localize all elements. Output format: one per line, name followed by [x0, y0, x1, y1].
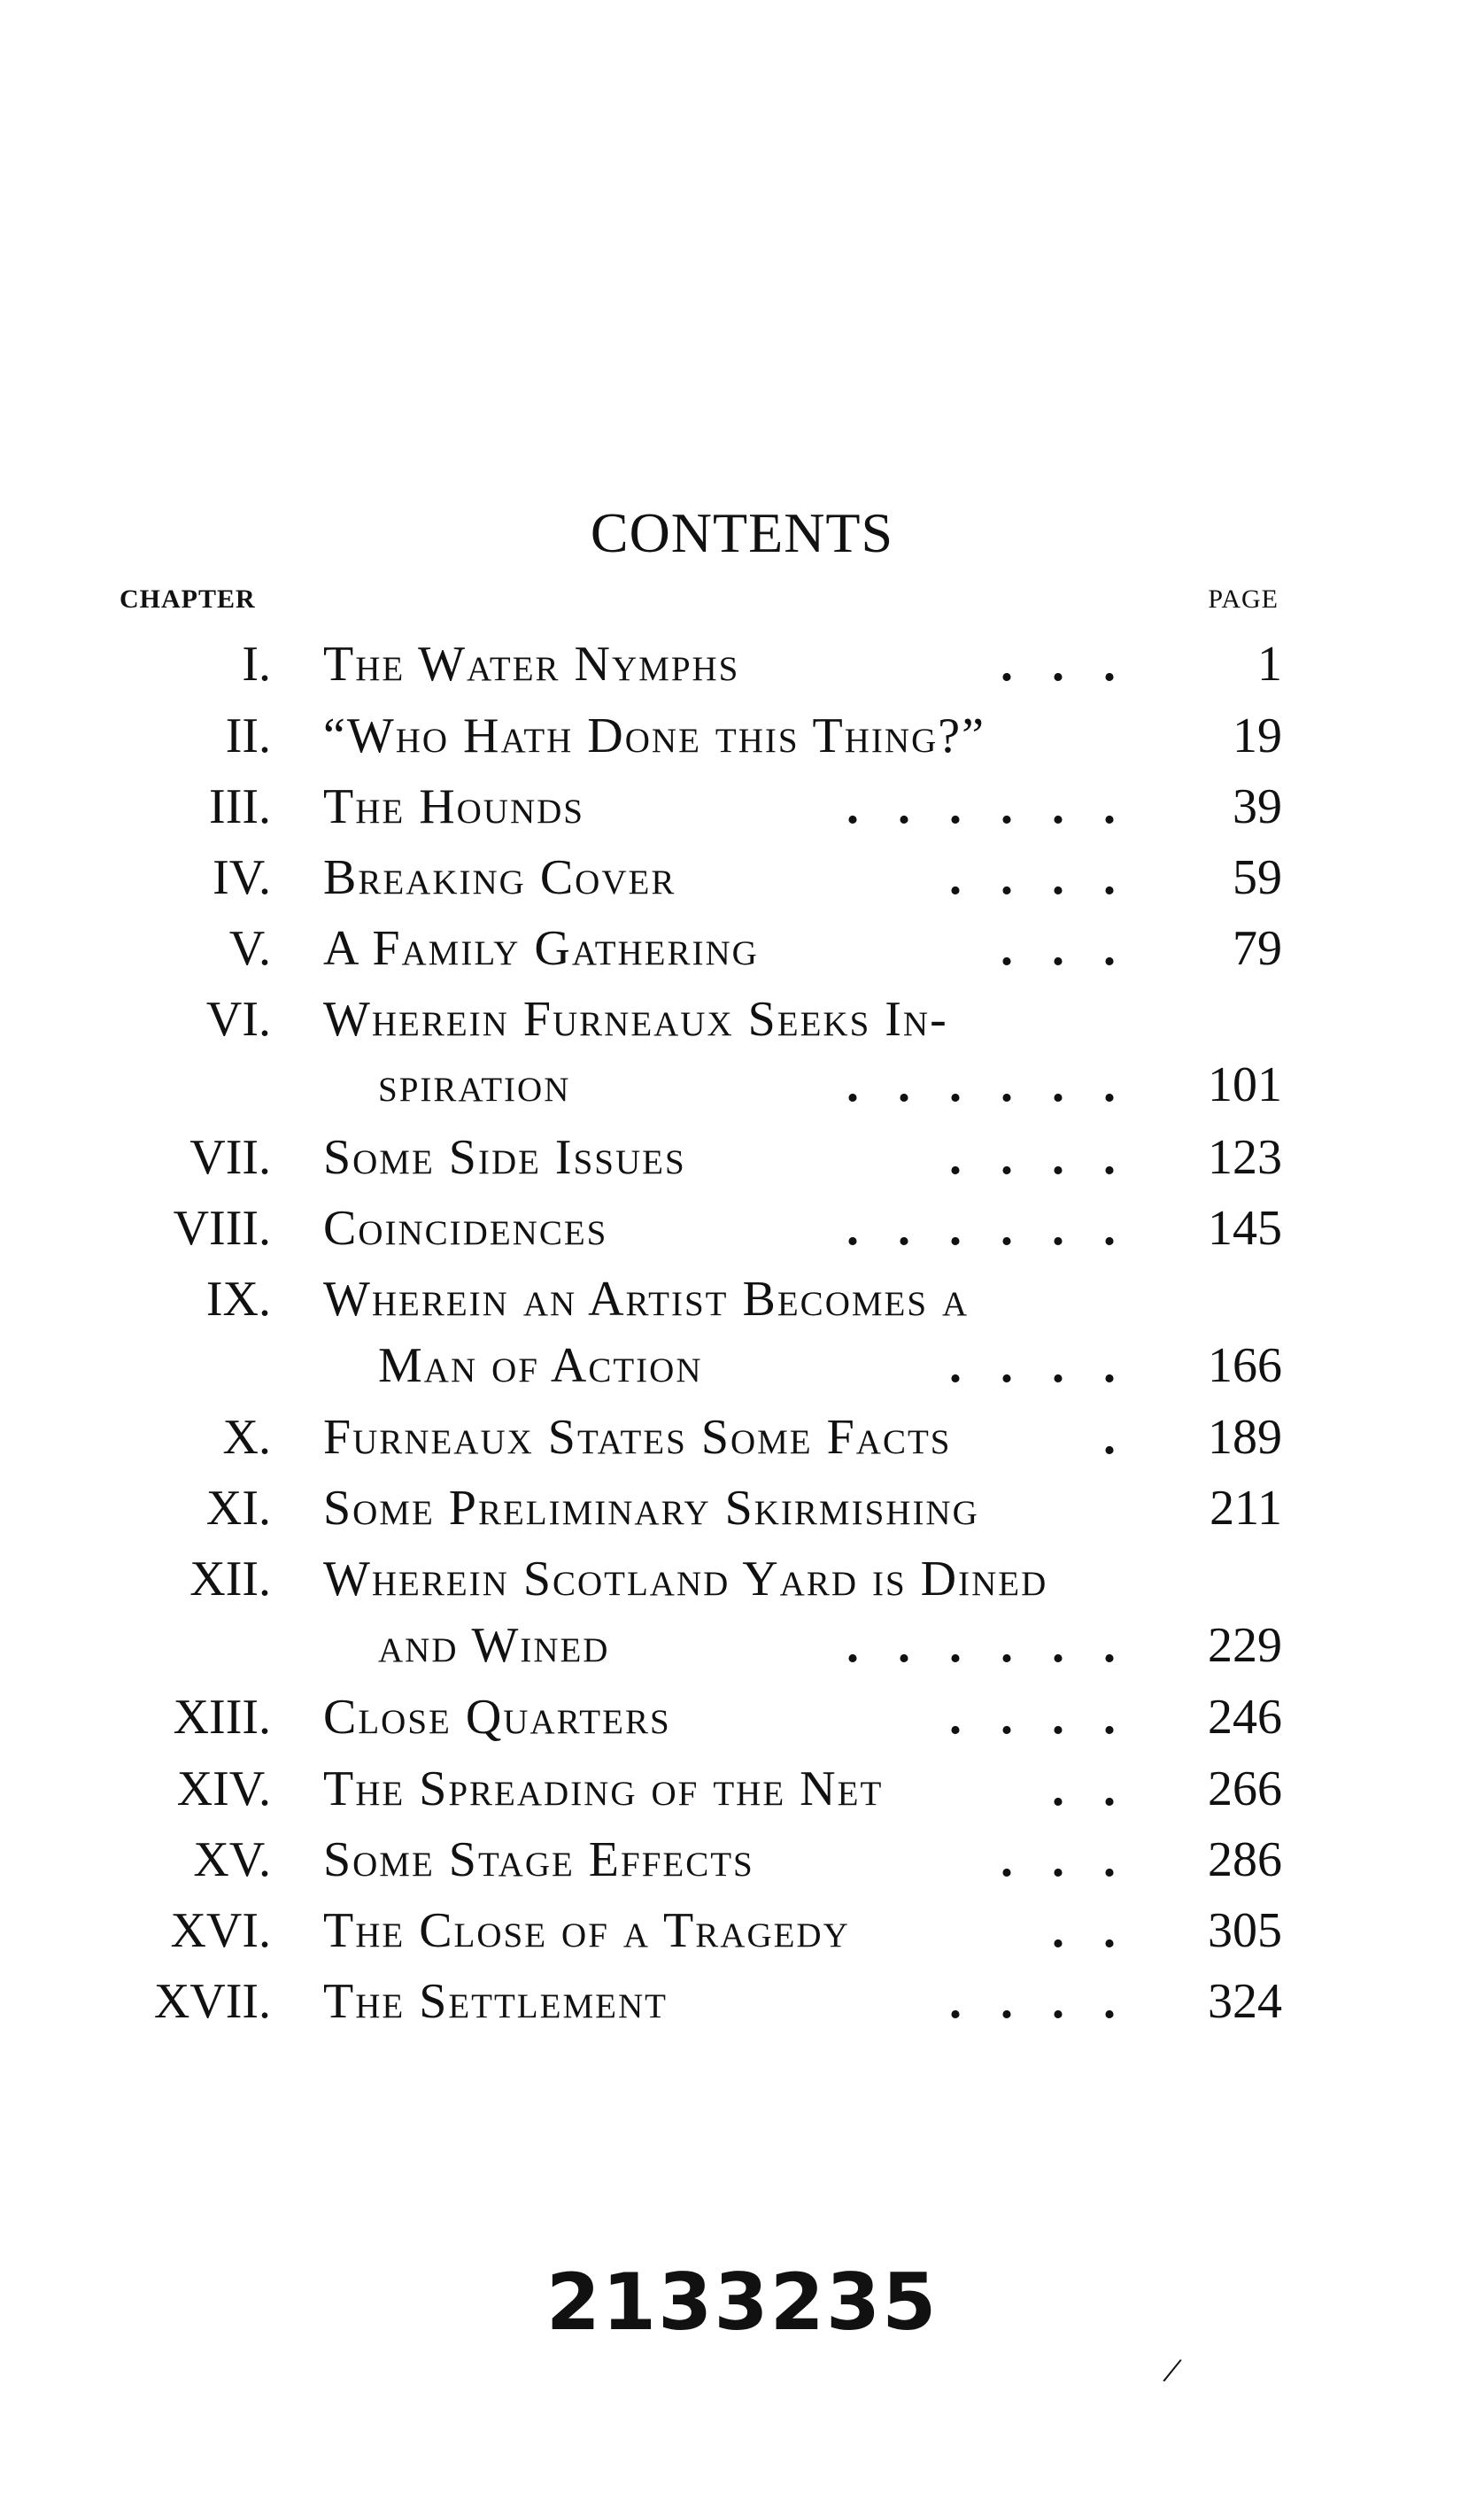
toc-entry-line	[0, 632, 1484, 696]
chapter-numeral: XVII.	[153, 1974, 271, 2029]
chapter-title: Close Quarters	[323, 1690, 671, 1745]
chapter-title: Coincidences	[323, 1201, 608, 1256]
toc-entry-line	[0, 1126, 1484, 1189]
dot-leader: ....	[949, 1338, 1155, 1393]
chapter-numeral: X.	[222, 1410, 271, 1465]
dot-leader: ..	[1052, 1761, 1155, 1816]
toc-entry-line	[0, 1614, 1484, 1677]
chapter-title: Furneaux States Some Facts	[323, 1410, 952, 1465]
page-number: 246	[1208, 1690, 1282, 1745]
dot-leader: ....	[949, 1974, 1155, 2029]
dot-leader: ......	[846, 1618, 1155, 1673]
page-title: CONTENTS	[590, 501, 894, 564]
toc-entry-line	[0, 1196, 1484, 1260]
dot-leader: ...	[1001, 1832, 1155, 1887]
dot-leader: ....	[949, 850, 1155, 905]
toc-entry-line	[0, 1899, 1484, 1962]
chapter-title: Some Preliminary Skirmishing	[323, 1481, 979, 1536]
chapter-title: The Water Nymphs	[323, 637, 740, 692]
page-number: 79	[1233, 921, 1282, 976]
chapter-title: The Spreading of the Net	[323, 1761, 884, 1816]
dot-leader: ...	[1001, 637, 1155, 692]
toc-entry-line	[0, 1405, 1484, 1469]
page-number: 211	[1210, 1481, 1282, 1536]
toc-entry-line	[0, 987, 1484, 1051]
chapter-numeral: VI.	[205, 992, 271, 1047]
chapter-title: The Hounds	[323, 779, 584, 834]
toc-entry-line	[0, 1476, 1484, 1540]
chapter-numeral: XVI.	[170, 1903, 271, 1958]
chapter-title: Wherein an Artist Becomes a	[323, 1272, 970, 1327]
dot-leader: ....	[949, 1690, 1155, 1745]
dot-leader: ....	[949, 1130, 1155, 1185]
chapter-numeral: XIII.	[173, 1690, 271, 1745]
page-number: 166	[1208, 1338, 1282, 1393]
chapter-numeral: XV.	[193, 1832, 271, 1887]
chapter-numeral: IV.	[213, 850, 271, 905]
dot-leader: ...	[1001, 921, 1155, 976]
page-number: 266	[1208, 1761, 1282, 1816]
chapter-column-label: CHAPTER	[120, 584, 256, 614]
chapter-numeral: III.	[209, 779, 271, 834]
toc-entry-line	[0, 1757, 1484, 1821]
toc-entry-line	[0, 704, 1484, 768]
stamp-number: 2133235	[545, 2257, 939, 2348]
page-number: 123	[1208, 1130, 1282, 1185]
page-number: 324	[1208, 1974, 1282, 2029]
dot-leader: ......	[846, 1201, 1155, 1256]
chapter-numeral: II.	[225, 708, 271, 763]
chapter-numeral: VII.	[189, 1130, 271, 1185]
toc-entry-line	[0, 917, 1484, 980]
chapter-title: The Settlement	[323, 1974, 668, 2029]
page-number: 286	[1208, 1832, 1282, 1887]
toc-entry-line	[0, 1828, 1484, 1892]
page-number: 39	[1233, 779, 1282, 834]
page-number: 305	[1208, 1903, 1282, 1958]
chapter-numeral: I.	[242, 637, 271, 692]
toc-entry-line	[0, 1970, 1484, 2033]
page-number: 229	[1208, 1618, 1282, 1673]
toc-entry-line	[0, 1053, 1484, 1117]
chapter-numeral: XI.	[205, 1481, 271, 1536]
chapter-title: and Wined	[378, 1618, 610, 1673]
toc-entry-line	[0, 1267, 1484, 1331]
dot-leader: ......	[846, 1057, 1155, 1112]
toc-entry-line	[0, 846, 1484, 910]
chapter-title: “Who Hath Done this Thing?”	[323, 708, 985, 763]
toc-entry-line	[0, 1685, 1484, 1749]
chapter-numeral: VIII.	[173, 1201, 271, 1256]
toc-entry-line	[0, 1547, 1484, 1611]
chapter-title: A Family Gathering	[323, 921, 759, 976]
chapter-numeral: V.	[228, 921, 271, 976]
dot-leader: .	[1103, 1410, 1155, 1465]
chapter-title: Man of Action	[378, 1338, 703, 1393]
page-column-label: PAGE	[1208, 584, 1279, 614]
chapter-title: spiration	[378, 1057, 571, 1112]
pencil-mark: /	[1159, 2348, 1186, 2393]
page-number: 101	[1208, 1057, 1282, 1112]
chapter-title: The Close of a Tragedy	[323, 1903, 850, 1958]
chapter-title: Some Stage Effects	[323, 1832, 754, 1887]
page-number: 145	[1208, 1201, 1282, 1256]
page-number: 1	[1257, 637, 1282, 692]
dot-leader: ..	[1052, 1903, 1155, 1958]
chapter-numeral: IX.	[205, 1272, 271, 1327]
page-number: 19	[1233, 708, 1282, 763]
chapter-title: Some Side Issues	[323, 1130, 686, 1185]
chapter-title: Wherein Furneaux Seeks In-	[323, 992, 948, 1047]
chapter-title: Wherein Scotland Yard is Dined	[323, 1552, 1048, 1606]
chapter-numeral: XII.	[189, 1552, 271, 1606]
chapter-title: Breaking Cover	[323, 850, 676, 905]
page-number: 189	[1208, 1410, 1282, 1465]
dot-leader: ......	[846, 779, 1155, 834]
toc-entry-line	[0, 1334, 1484, 1397]
chapter-numeral: XIV.	[176, 1761, 271, 1816]
toc-entry-line	[0, 775, 1484, 839]
page-number: 59	[1233, 850, 1282, 905]
